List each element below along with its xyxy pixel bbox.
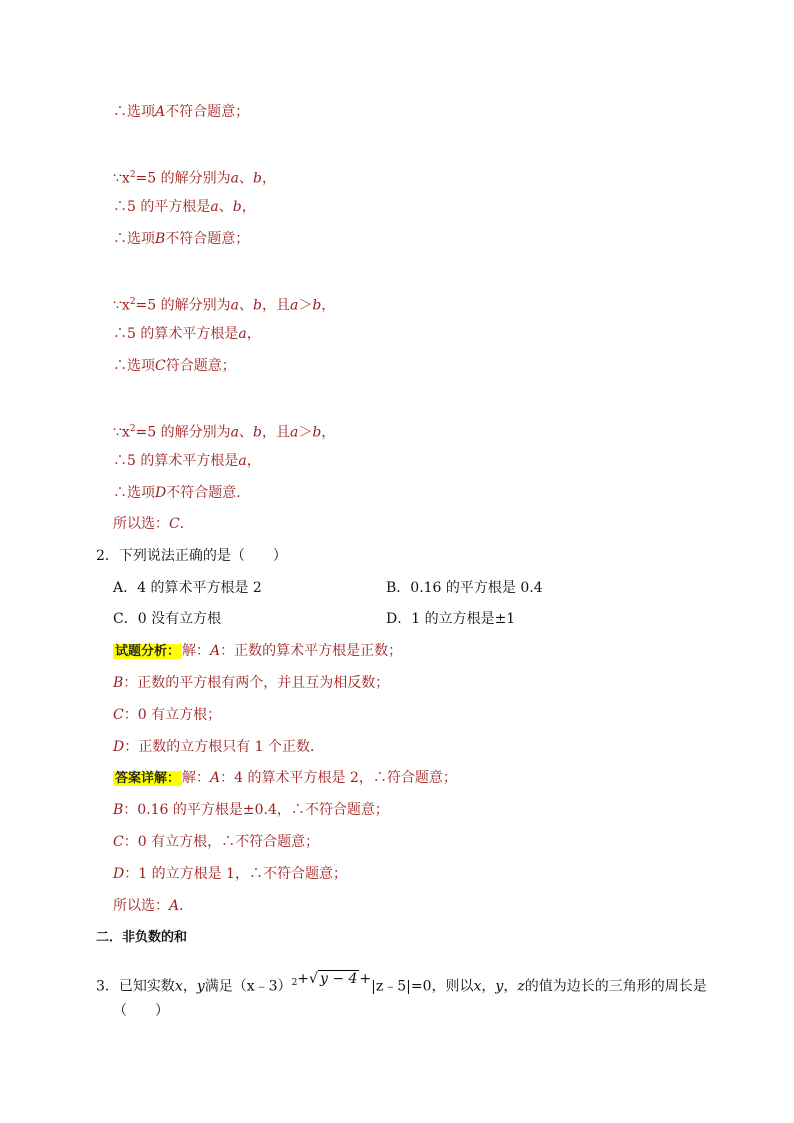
q2-option-b: B．0.16 的平方根是 0.4 <box>386 580 543 596</box>
q2-option-d: D．1 的立方根是±1 <box>386 611 516 627</box>
option-a-conclusion: ∴选项A不符合题意； <box>113 104 250 120</box>
q3-paren: （ ） <box>113 1003 169 1019</box>
option-d-premise: $\because x^2=5$ 的解分别为a、b，且a＞b， <box>113 424 336 441</box>
section-title: 二．非负数的和 <box>96 930 188 945</box>
option-b-conclusion: ∴选项B不符合题意； <box>113 231 250 247</box>
q2-answer-line-1: 答案详解： 解：A：4 的算术平方根是 2，∴符合题意； <box>115 770 457 786</box>
option-b-premise: $\because x^2=5$ 的解分别为a、b， <box>113 170 276 187</box>
q2-answer-line-2: B：0.16 的平方根是±0.4，∴不符合题意； <box>113 802 389 818</box>
q2-option-a: A．4 的算术平方根是 2 <box>113 580 262 596</box>
q2-analysis-line-3: C：0 有立方根； <box>113 707 222 723</box>
option-d-reason: ∴5 的算术平方根是a， <box>113 453 261 469</box>
option-c-reason: ∴5 的算术平方根是a， <box>113 326 261 342</box>
q2-analysis-line-4: D：正数的立方根只有 1 个正数． <box>113 739 325 755</box>
q2-analysis-line-1: 试题分析： 解：A：正数的算术平方根是正数； <box>115 643 403 659</box>
option-b-reason: ∴5 的平方根是a、b， <box>113 199 256 215</box>
q2-stem: 2．下列说法正确的是（ ） <box>96 548 287 564</box>
analysis-tag: 试题分析： <box>115 644 181 659</box>
q3-stem: 3．已知实数x，y满足（x﹣3）$^2$+√ y − 4 +|z﹣5|=0，则以x，y，z的值为边长的三角形的周长是 <box>96 970 707 995</box>
option-c-premise: $\because x^2=5$ 的解分别为a、b，且a＞b， <box>113 297 336 314</box>
radical-expression: +√ y − 4 + <box>297 970 372 987</box>
q2-option-c: C．0 没有立方根 <box>113 611 222 627</box>
q1-final-answer: 所以选：C． <box>113 516 194 532</box>
option-c-conclusion: ∴选项C符合题意； <box>113 358 236 374</box>
q2-answer-line-4: D：1 的立方根是 1，∴不符合题意； <box>113 866 347 882</box>
q2-final-answer: 所以选：A． <box>113 898 194 914</box>
q2-analysis-line-2: B：正数的平方根有两个，并且互为相反数； <box>113 675 390 691</box>
answer-tag: 答案详解： <box>115 771 181 786</box>
option-d-conclusion: ∴选项D不符合题意． <box>113 485 251 501</box>
q2-answer-line-3: C：0 有立方根，∴不符合题意； <box>113 834 320 850</box>
